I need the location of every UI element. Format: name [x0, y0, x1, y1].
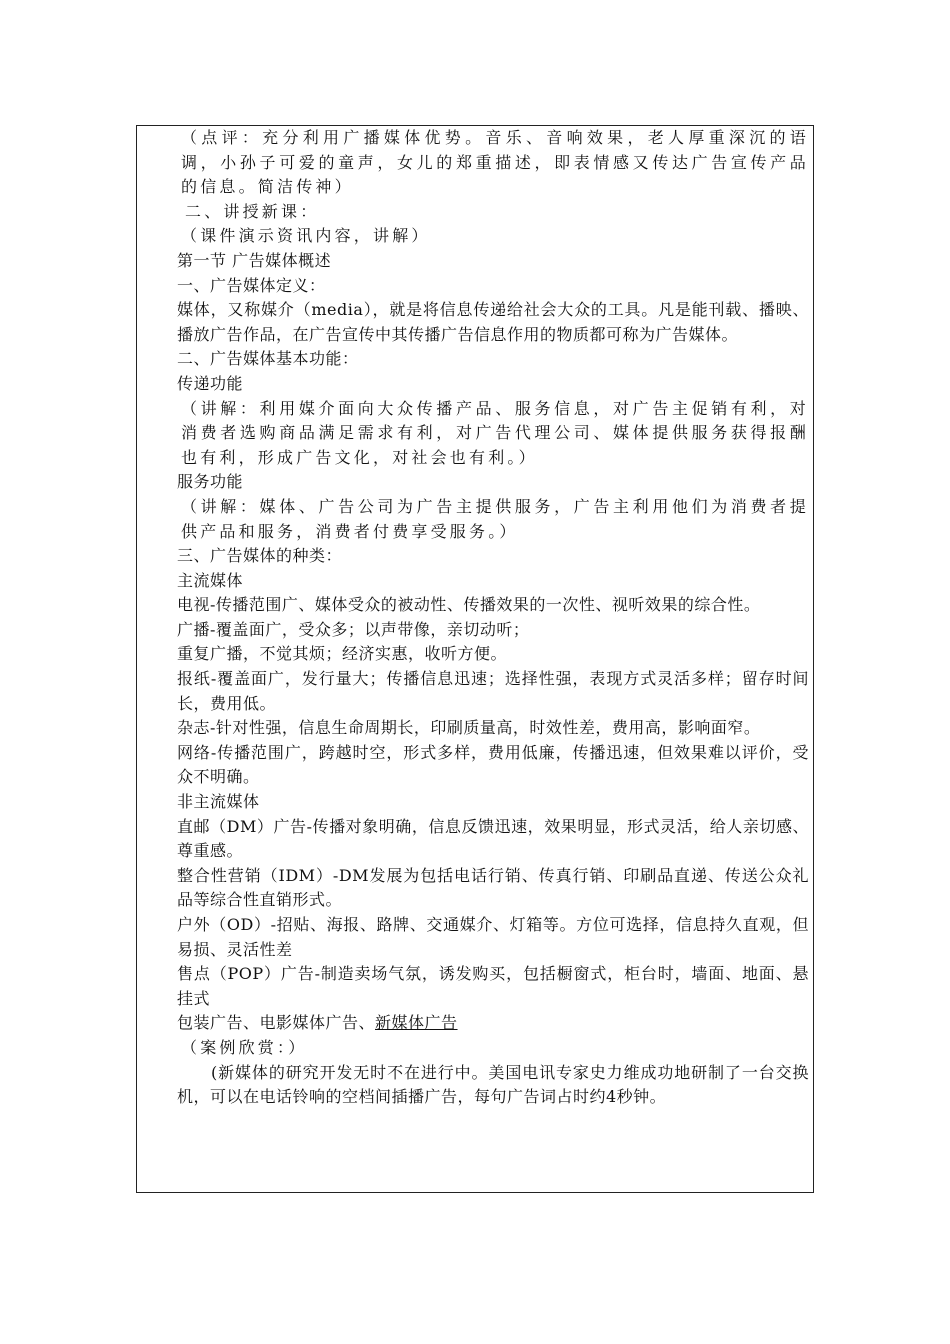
media-other-text: 包装广告、电影媒体广告、: [177, 1013, 376, 1033]
review-comment: （点评：充分利用广播媒体优势。音乐、音响效果，老人厚重深沉的语调，小孙子可爱的童声，女儿的郑重描述，即表情感又传达广告宣传产品的信息。简洁传神）: [181, 128, 809, 197]
non-mainstream-media-label: 非主流媒体: [177, 792, 260, 812]
lesson-content: [177, 126, 809, 1110]
heading-media-functions: 二、广告媒体基本功能：: [177, 349, 359, 369]
media-direct-mail: 直邮（DM）广告-传播对象明确，信息反馈迅速，效果明显，形式灵活，给人亲切感、尊重感。: [177, 816, 809, 861]
new-media-link-text: 新媒体广告: [375, 1013, 458, 1033]
media-radio: 广播-覆盖面广，受众多；以声带像，亲切动听；: [177, 619, 530, 639]
media-tv: 电视-传播范围广、媒体受众的被动性、传播效果的一次性、视听效果的综合性。: [177, 595, 761, 615]
media-magazine: 杂志-针对性强，信息生命周期长，印刷质量高，时效性差，费用高，影响面窄。: [177, 718, 761, 738]
mainstream-media-label: 主流媒体: [177, 570, 244, 590]
media-point-of-sale: 售点（POP）广告-制造卖场气氛，诱发购买，包括橱窗式，柜台时，墙面、地面、悬挂式: [177, 964, 809, 1008]
section-heading-new-lesson: 二、讲授新课：: [185, 201, 320, 221]
explanation-transmission: （讲解：利用媒介面向大众传播产品、服务信息，对广告主促销有利，对消费者选购商品满足需求有利，对广告代理公司、媒体提供服务获得报酬也有利，形成广告文化，对社会也有利。）: [181, 398, 809, 467]
media-integrated-marketing: 整合性营销（IDM）-DM发展为包括电话行销、传真行销、印刷品直递、传送公众礼品等综合性直销形式。: [177, 865, 809, 910]
heading-media-types: 三、广告媒体的种类：: [177, 546, 343, 566]
paragraph-media-definition: 媒体，又称媒介（media），就是将信息传递给社会大众的工具。凡是能刊载、播映、播放广告作品，在广告宣传中其传播广告信息作用的物质都可称为广告媒体。: [177, 300, 809, 344]
media-other: [177, 1011, 809, 1036]
media-internet: 网络-传播范围广，跨越时空，形式多样，费用低廉，传播迅速，但效果难以评价，受众不明确。: [177, 742, 809, 787]
function-service: 服务功能: [177, 472, 244, 492]
case-study-label: （案例欣赏：）: [181, 1037, 308, 1057]
chapter-title: 第一节 广告媒体概述: [177, 250, 332, 270]
courseware-note: （课件演示资讯内容，讲解）: [181, 226, 431, 246]
media-outdoor: 户外（OD）-招贴、海报、路牌、交通媒介、灯箱等。方位可选择，信息持久直观，但易损、灵活性差: [177, 915, 809, 959]
media-newspaper: 报纸-覆盖面广，发行量大；传播信息迅速；选择性强，表现方式灵活多样；留存时间长，费用低。: [177, 669, 809, 713]
heading-media-definition: 一、广告媒体定义：: [177, 275, 326, 295]
document-table-cell: [136, 125, 814, 1193]
media-radio-continued: 重复广播，不觉其烦；经济实惠，收听方便。: [177, 644, 508, 664]
explanation-service: （讲解：媒体、广告公司为广告主提供服务，广告主利用他们为消费者提供产品和服务，消费者付费享受服务。）: [181, 496, 809, 541]
function-transmission: 传递功能: [177, 373, 244, 393]
case-study-paragraph: (新媒体的研究开发无时不在进行中。美国电讯专家史力维成功地研制了一台交换机，可以在电话铃响的空档间插播广告，每句广告词占时约4秒钟。: [177, 1062, 809, 1107]
